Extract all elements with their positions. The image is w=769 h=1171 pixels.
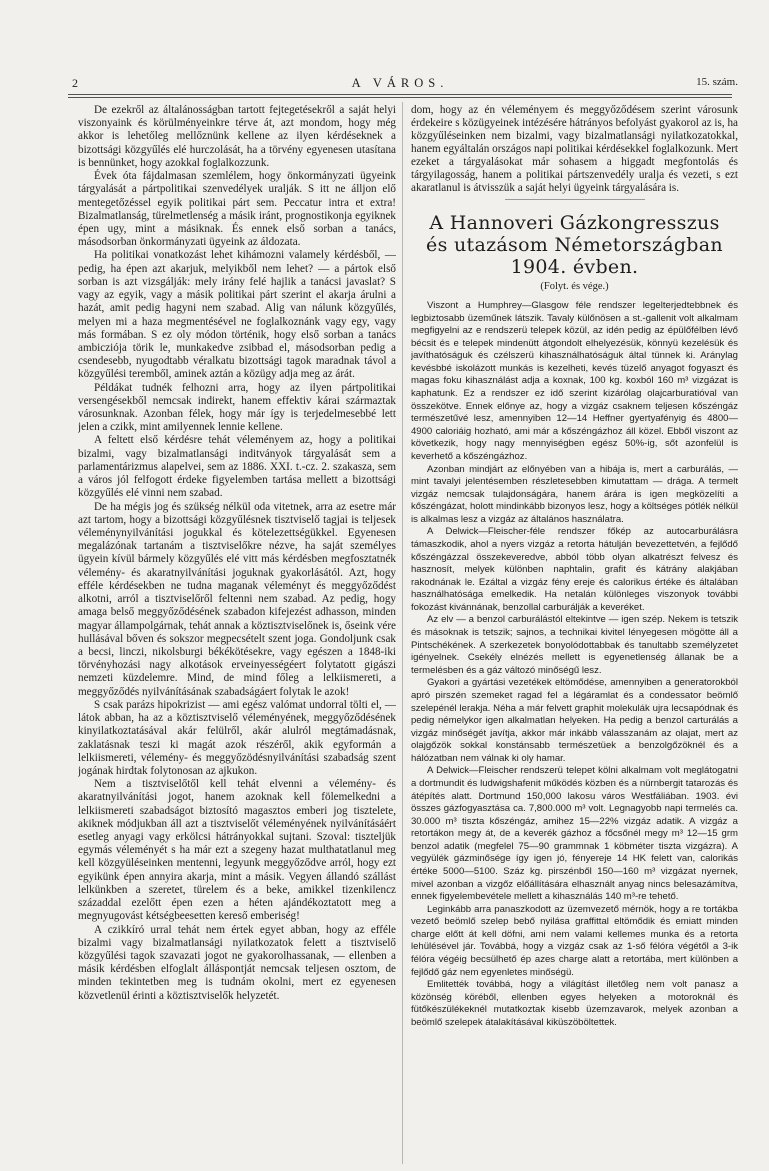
- paragraph: A Delwick—Fleischer-féle rendszer főkép az autocarburálásra támaszkodik, ahol a nyers vizgáz a retorta hátulján bevezettetvén, a fejlődő kőszéngázzal összekeveredve, abból több olyan alkatrészt felvesz és hasznosít, melyek különben naphtalin, grafit és kátrány alakjában rakodnának le. Ezáltal a vizgáz fény ereje és calorikus értéke és általában használhatósága emelkedik. Ha netalán különleges viszonyok további fokozást kivánnának, benzollal carburálják a keveréket.: [411, 526, 738, 613]
- paragraph: S csak parázs hipokrizist — ami egész valómat undorral tölti el, — látok abban, ha az a köztisztviselő véleményének, meggyőződésének kinyilatkoztatásával akár felülről, akár alulról megtámadásnak, zaklatásnak teszi ki magát azok részéről, akik egyformán a lelkiismereti, vélemény- és meggyőzödésnyilvánítási szabadság szent jogának hirdtak folytonosan az ajkukon.: [78, 698, 396, 777]
- article-subtitle: (Folyt. és vége.): [540, 281, 609, 292]
- article-separator: [505, 199, 645, 200]
- paragraph: Évek óta fájdalmasan szemlélem, hogy önkormányzati ügyeink tárgyalását a pártpolitikai szenvedélyek uralják. S itt ne álljon elő mentegetőzéssel egyik politikai párt sem. Peccatur intra et extra! Bizalmatlanság, türelmetlenség a másik iránt, prognostikonja egyiknek épen ugy, mint a másiknak. És ennek első sorban a tanács, másodsorban önkormányzati ügyeink az áldozata.: [78, 170, 396, 249]
- paragraph: De ha mégis jog és szükség nélkül oda vitetnek, arra az esetre már azt tartom, hogy a bizottsági közgyűlésnek tisztviselő tagjai is teljesek véleménynyilvánítási jogukkal és kötelezettségükkel. Egyenesen megalázónak tartanám a tisztviselőkre nézve, ha saját személyes ügyein kívül bármely közgyűlés elé vitt más kérdésben megfosztatnék vélemény- és akaratnyilvánítási joguknak gyakorlásától. Azt, hogy efféle kérdésekben ne tudna maganak véleményt és meggyőződést alkotni, arról a tisztviselőről feltenni nem szabad. Az pedig, hogy amaga belső meggyőződésének szabadon kifejezést adhasson, minden magyar állampolgárnak, tehát annak a köztisztviselőnek is, őseink vére hullásával bőven és sokszor megpecsételt szent joga. Gondoljunk csak a becsi, linczi, nikolsburgi békékötésekre, vagy egészen a 1848-iki törvényhozási nagy alkotások erveinyességéert folytatott gigászi nemzeti küzdelemre. Mind, de mind főleg a lelkiismereti, a meggyőződés nyilvánításának szabadságáert folytak le azok!: [78, 500, 396, 698]
- paragraph: A czikkíró urral tehát nem értek egyet abban, hogy az efféle bizalmi vagy bizalmatlansági nyilatkozatok felett a tisztviselő közgyűlési tagok szavazati jogot ne gyakorolhassanak, — ellenben a másik kérdésben elfoglalt álláspontját nemcsak teljesen osztom, de minden tekintetben meg is tudnám okolni, mert ez egyenesen közvetlenül érinti a köztisztviselők helyzetét.: [78, 923, 396, 1002]
- header-rule: [68, 94, 732, 95]
- paragraph: Példákat tudnék felhozni arra, hogy az ilyen pártpolitikai versengésekből nemcsak indirekt, hanem effektiv kárai származtak városunknak. Azonban félek, hogy már így is terjedelmesebbé lett jelen a czikk, mint amilyennek lennie kellene.: [78, 381, 396, 434]
- page-header: [60, 76, 740, 96]
- paragraph: Ha politikai vonatkozást lehet kihámozni valamely kérdésből, — pedig, ha épen azt akarjuk, melyikből nem lehet? — a pártok első sorban is azt vizsgálják: mely irány felé hajlik a tanácsi javaslat? S vagy az egyik, vagy a másik politikai párt szerint el akarja árulni a hazát, amit pedig hagyni nem szabad. Alig van nálunk közgyűlés, melyen mi a haza megmentésével ne foglalkoznánk vagy egy, vagy más formában. S ez oly módon történik, hogy első sorban a tanács ambicziója törik le, munkakedve zsibbad el, másodsorban pedig a csendesebb, nyugodtabb véralkatu bizottsági tagok maradnak távol a közgyűlési teremből, aminek aztán a közügy adja meg az árát.: [78, 249, 396, 381]
- paragraph: Emlitették továbbá, hogy a világítást illetőleg nem volt panasz a közönség köréből, ellenben egyes helyeken a motoroknál és fütőkészülékeknél mutatkoztak kisebb üzemzavarok, melyek azonban a beömlő szelepek átalakításával kiküszöböltettek.: [411, 979, 738, 1028]
- paragraph: Viszont a Humphrey—Glasgow féle rendszer legelterjedtebbnek és legbiztosabb üzeműnek látszik. Tavaly külőnösen a st.-gallenit volt alkalmam megfigyelni az e rendszerü telepek közül, az idén pedig az épülőfélben lévő bécsit és e telepek mindenütt átgondolt elhelyezésük, könnyü kezelésük és javíthatóságuk és czélszerü kihasználhatóságuk által tünnek ki. Aránylag kevésbbé iskolázott munkás is kezelheti, kevés tüzelő anyagot fogyaszt és magas foku kihasználást adja a koxnak, 100 kg. koxból 160 m³ vizgázat is kaphatunk. Ez a rendszer ez idő szerint kizárólag olajcarburatióval van összekötve. Ennek előnye az, hogy a vizgáz csaknem teljesen kőszéngáz természetűvé lesz, amennyiben 12—14 Heffner gyertyafényig és 4800—4900 caloriáig hozható, ami már a kőszéngázhoz áll közel. Ebből viszont az következik, hogy nagy mennyiségben egész 50%-ig, sőt azonfelül is keverhető a kőszéngázhoz.: [411, 300, 738, 462]
- left-column: [78, 104, 396, 1168]
- header-rule-thin: [68, 97, 732, 98]
- article-title-line-3: 1904. évben.: [510, 256, 639, 278]
- paragraph: De ezekről az általánosságban tartott fejtegetésekről a saját helyi viszonyaink és körülményeinkre térve át, azt mondom, hogy még akkor is lehetőleg mellőznünk kellene az ilyen kérdéseknek a bizottsági közgyűlés elé hurczolását, ha a törvény egyenesen utasítana is bennünket, hogy azokkal foglalkozzunk.: [78, 104, 396, 169]
- paragraph: dom, hogy az én véleményem és meggyőződésem szerint városunk érdekeire s közügyeinek intézésére hátrányos befolyást gyakorol az is, ha közgyűléseinken nem bizalmi, vagy bizalmatlansági nyilatkozatokkal, hanem egyáltalán országos napi politikai kérdésekkel foglalkozunk. Mert ezeket a tárgyalásokat már sohasem a higgadt megfontolás és tárgyilagosság, hanem a politikai pártszenvedély uralja és vezeti, s ezt akaratlanul is átvisszük a saját helyi ügyeink tárgyalására is.: [411, 104, 738, 194]
- paragraph: A Delwick—Fleischer rendszerü telepet kölni alkalmam volt meglátogatni a dortmundit és ludwigshafenit működés közben és a nürnbergit tatarozás és átépítés alatt. Dortmund 150,000 lakosu város Westfáliában. 1903. évi összes gázfogyasztása ca. 7,800.000 m³ volt. Legnagyobb napi termelés ca. 30.000 m³ tiszta kőszéngáz, amihez 15—22% vizgáz adatik. A vizgáz a retortákon megy át, de a keverék gázhoz a főcsőnél megy m³ 12—15 grm benzol adatik (megfelel 75—90 grammnak 1 köbméter tiszta vizgázra). A vegyülék gázminősége így igen jó, fényereje 14 HK felett van, calorikás értéke 5000—5100. Száz kg. pirszénből 150—160 m³ vizgázat nyernek, mivel azonban a vizgőz előállítására elhasznált anyag nincs belesazámítva, ennek figyelembevétele mellett a kihasználás 140 m³-re tehető.: [411, 765, 738, 903]
- paragraph: Az elv — a benzol carburálástól eltekintve — igen szép. Nekem is tetszik és másoknak is tetszik; sajnos, a technikai kivitel lényegesen mögötte áll a Pintschékének. A szerkezetek bonyolódottabbak és tanultabb személyzetet igényelnek. Csekély elnézés mellett is egyenetlenség állanak be a termelésben és a gáz változó minőségű lesz.: [411, 614, 738, 676]
- paragraph: A feltett első kérdésre tehát véleményem az, hogy a politikai bizalmi, vagy bizalmatlansági inditványok tárgyalását sem a parlamentárizmus alapelvei, sem az 1886. XXI. t.-cz. 2. szakasza, sem a város jól felfogott érdeke figyelemben tartása mellett a bizottsági közgyűlés elé vinni nem szabad.: [78, 434, 396, 500]
- column-divider: [402, 102, 403, 1164]
- paragraph: Nem a tisztviselőtől kell tehát elvenni a vélemény- és akaratnyilvánítási jogot, hanem azoknak kell fölemelkedni a lelkiismereti szabadságot biztosító magasztos emberi jog tisztelete, akiknek módjukban áll azt a tisztviselőt véleményének nyilvánításáért esetleg anyagi vagy erkölcsi hátrányokkal sujtani. Szoval: tiszteljük egymás véleményét s ha már ezt a szegeny hazat multhatatlanul meg kell közgyüléseinken mentenni, legyunk meggyőződve arról, hogy ezt egyikünk épen annyira akarja, mint a másik. Vegyen állandó szállást lelkünkben a szeretet, türelem és a beke, amikkel tizenkilencz századdal ezelőtt épen ezen a héten ajándékoztatott meg a megnyugovást kétségbeesetten kereső emberiség!: [78, 778, 396, 923]
- page-number: 2: [72, 76, 78, 90]
- article-title-line-2: és utazásom Németországban: [426, 234, 723, 256]
- paragraph: Leginkább arra panaszkodott az üzemvezető mérnök, hogy a re tortákba vezető beömlő szelep bebő nyilása graffittal eltömődik és emiatt minden charge előtt át kell döfni, ami nem valami kellemes munka és a retorta lehülésével jár. Továbbá, hogy a vizgáz csak az 1-ső félóra végétől a 3-ik félóra végéig becsülhető ép azes charge alatt a retortába, mert különben a fejlődő gáz nem egyenletes minőségü.: [411, 903, 738, 978]
- paragraph: Gyakori a gyártási vezetékek eltömődése, amennyiben a generatorokból apró pirszén szemeket ragad fel a légáramlat és a condessator beömlő szelepénél lerakja. Néha a már felvett graphit molekulák ujra lecsapódnak és pedig némelykor igen alkalmatlan helyeken. Ha pedig a benzol carturálás a vizgáz minőségét javítja, akkor már inkább válasszanám az olajat, mert az olajgőzök sokkal konstánsabb természetüek a benzolgőzöknél és a hálózatban nem válnak ki oly hamar.: [411, 677, 738, 764]
- newspaper-title: A VÁROS.: [351, 76, 449, 90]
- article: [411, 212, 738, 1030]
- issue-number: 15. szám.: [696, 76, 738, 88]
- continued-text: [411, 104, 738, 195]
- right-column: [411, 104, 738, 1168]
- paragraph: Azonban mindjárt az előnyében van a hibája is, mert a carburálás, — mint tavalyi jelentésemben részletesebben kimutattam — drága. A termelt vizgáz nemcsak tulajdonságára, hanem árára is igen megközelíti a kőszéngázat, holott mindinkább bizonyos lesz, hogy a költséges pótlék nélkül is alkalmas lesz a vizgáz az általános használatra.: [411, 463, 738, 525]
- article-title-line-1: A Hannoveri Gázkongresszus: [429, 212, 720, 234]
